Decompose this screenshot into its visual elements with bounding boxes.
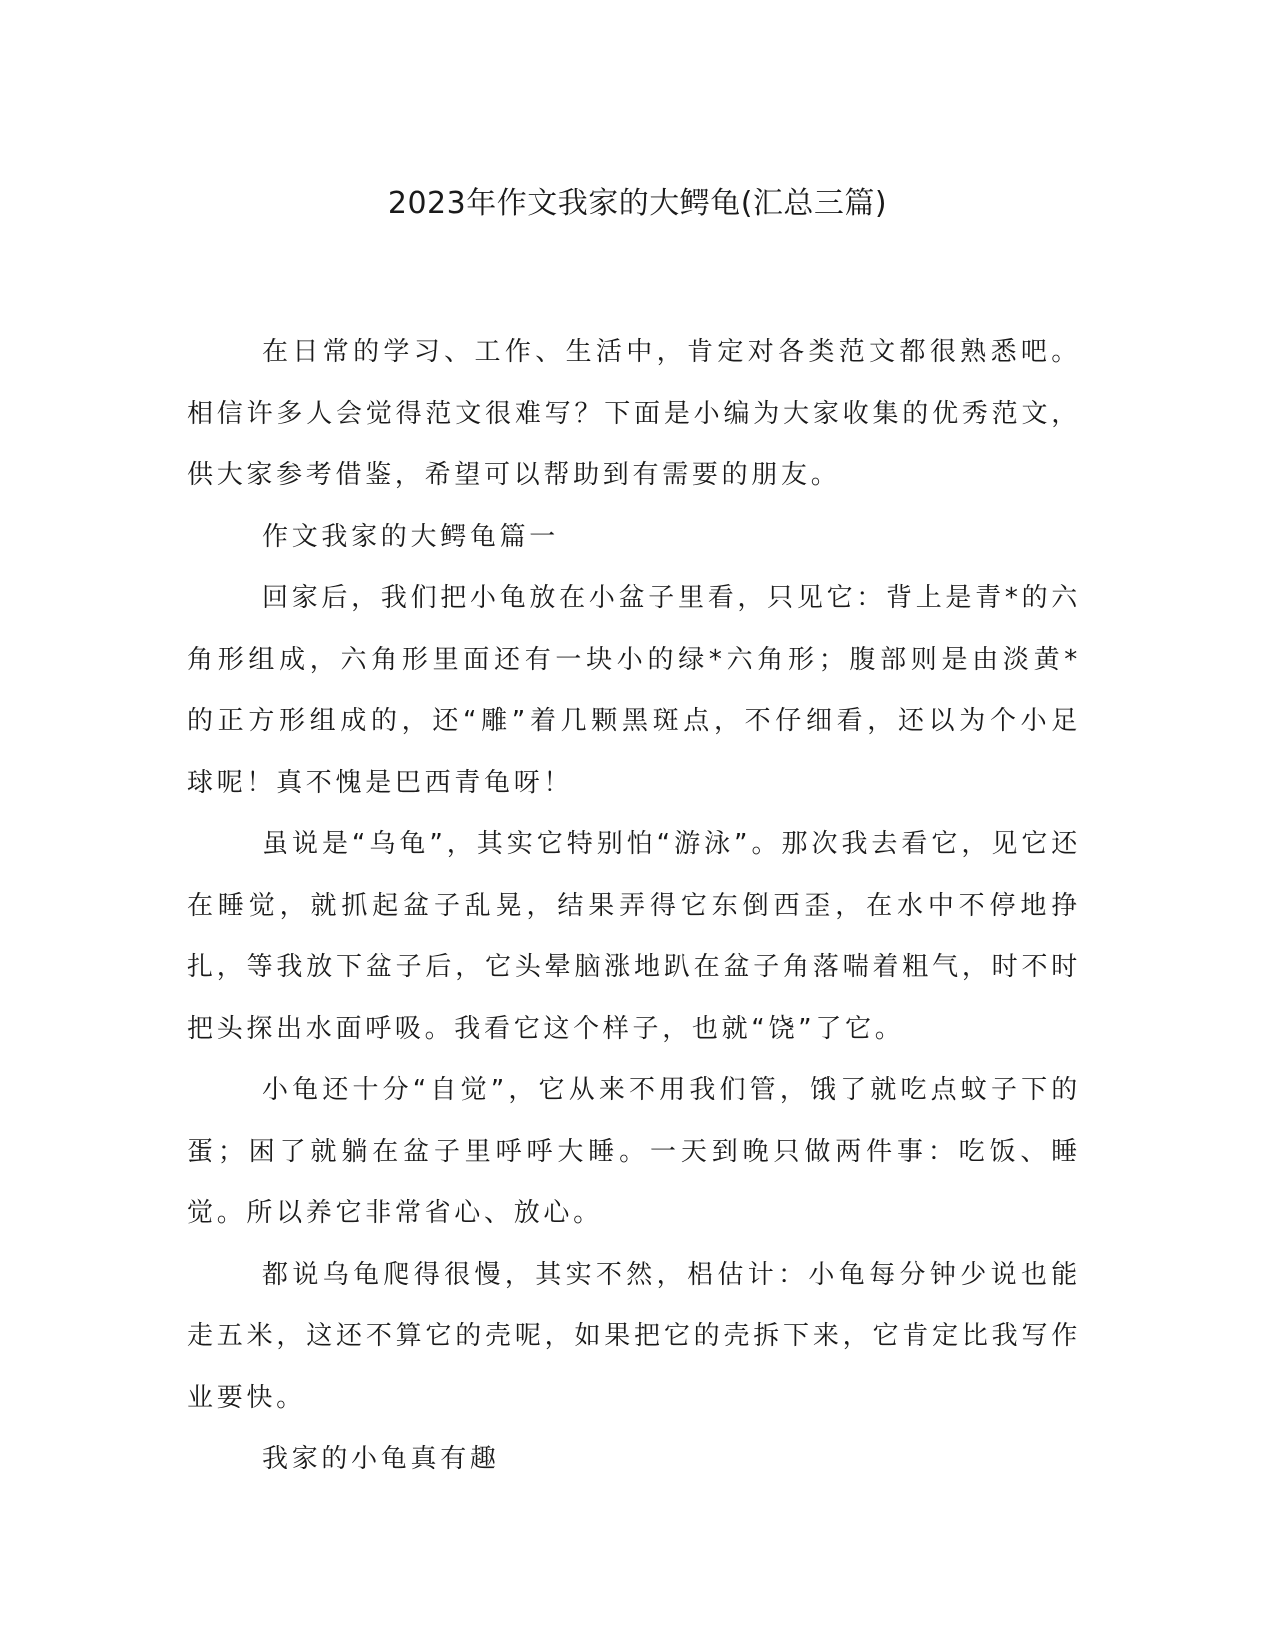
paragraph-appearance: 回家后，我们把小龟放在小盆子里看，只见它：背上是青*的六角形组成，六角形里面还有一块小的绿*六角形；腹部则是由淡黄*的正方形组成的，还“雕”着几颗黑斑点，不仔细看，还以为个小足球呢！真不愧是巴西青龟呀！ <box>187 583 1081 798</box>
paragraph-speed: 都说乌龟爬得很慢，其实不然，梠估计：小龟每分钟少说也能走五米，这还不算它的壳呢，如果把它的壳拆下来，它肯定比我写作业要快。 <box>187 1259 1081 1413</box>
paragraph-self-care: 小龟还十分“自觉”，它从来不用我们管，饿了就吃点蚊子下的蛋；困了就躺在盆子里呼呼大睡。一天到晚只做两件事：吃饭、睡觉。所以养它非常省心、放心。 <box>187 1075 1081 1228</box>
paragraph-intro: 在日常的学习、工作、生活中，肯定对各类范文都很熟悉吧。相信许多人会觉得范文很难写？下面是小编为大家收集的优秀范文，供大家参考借鉴，希望可以帮助到有需要的朋友。 <box>187 337 1081 490</box>
document-body <box>187 322 1081 1491</box>
section-heading: 作文我家的大鳄龟篇一 <box>262 521 560 552</box>
paragraph-swimming: 虽说是“乌龟”，其实它特别怕“游泳”。那次我去看它，见它还在睡觉，就抓起盆子乱晃，结果弄得它东倒西歪，在水中不停地挣扎，等我放下盆子后，它头晕脑涨地趴在盆子角落喘着粗气，时不时把头探出水面呼吸。我看它这个样子，也就“饶”了它。 <box>187 829 1081 1044</box>
paragraph-closing: 我家的小龟真有趣 <box>262 1444 500 1474</box>
document-title: 2023年作文我家的大鳄龟(汇总三篇) <box>387 186 888 221</box>
